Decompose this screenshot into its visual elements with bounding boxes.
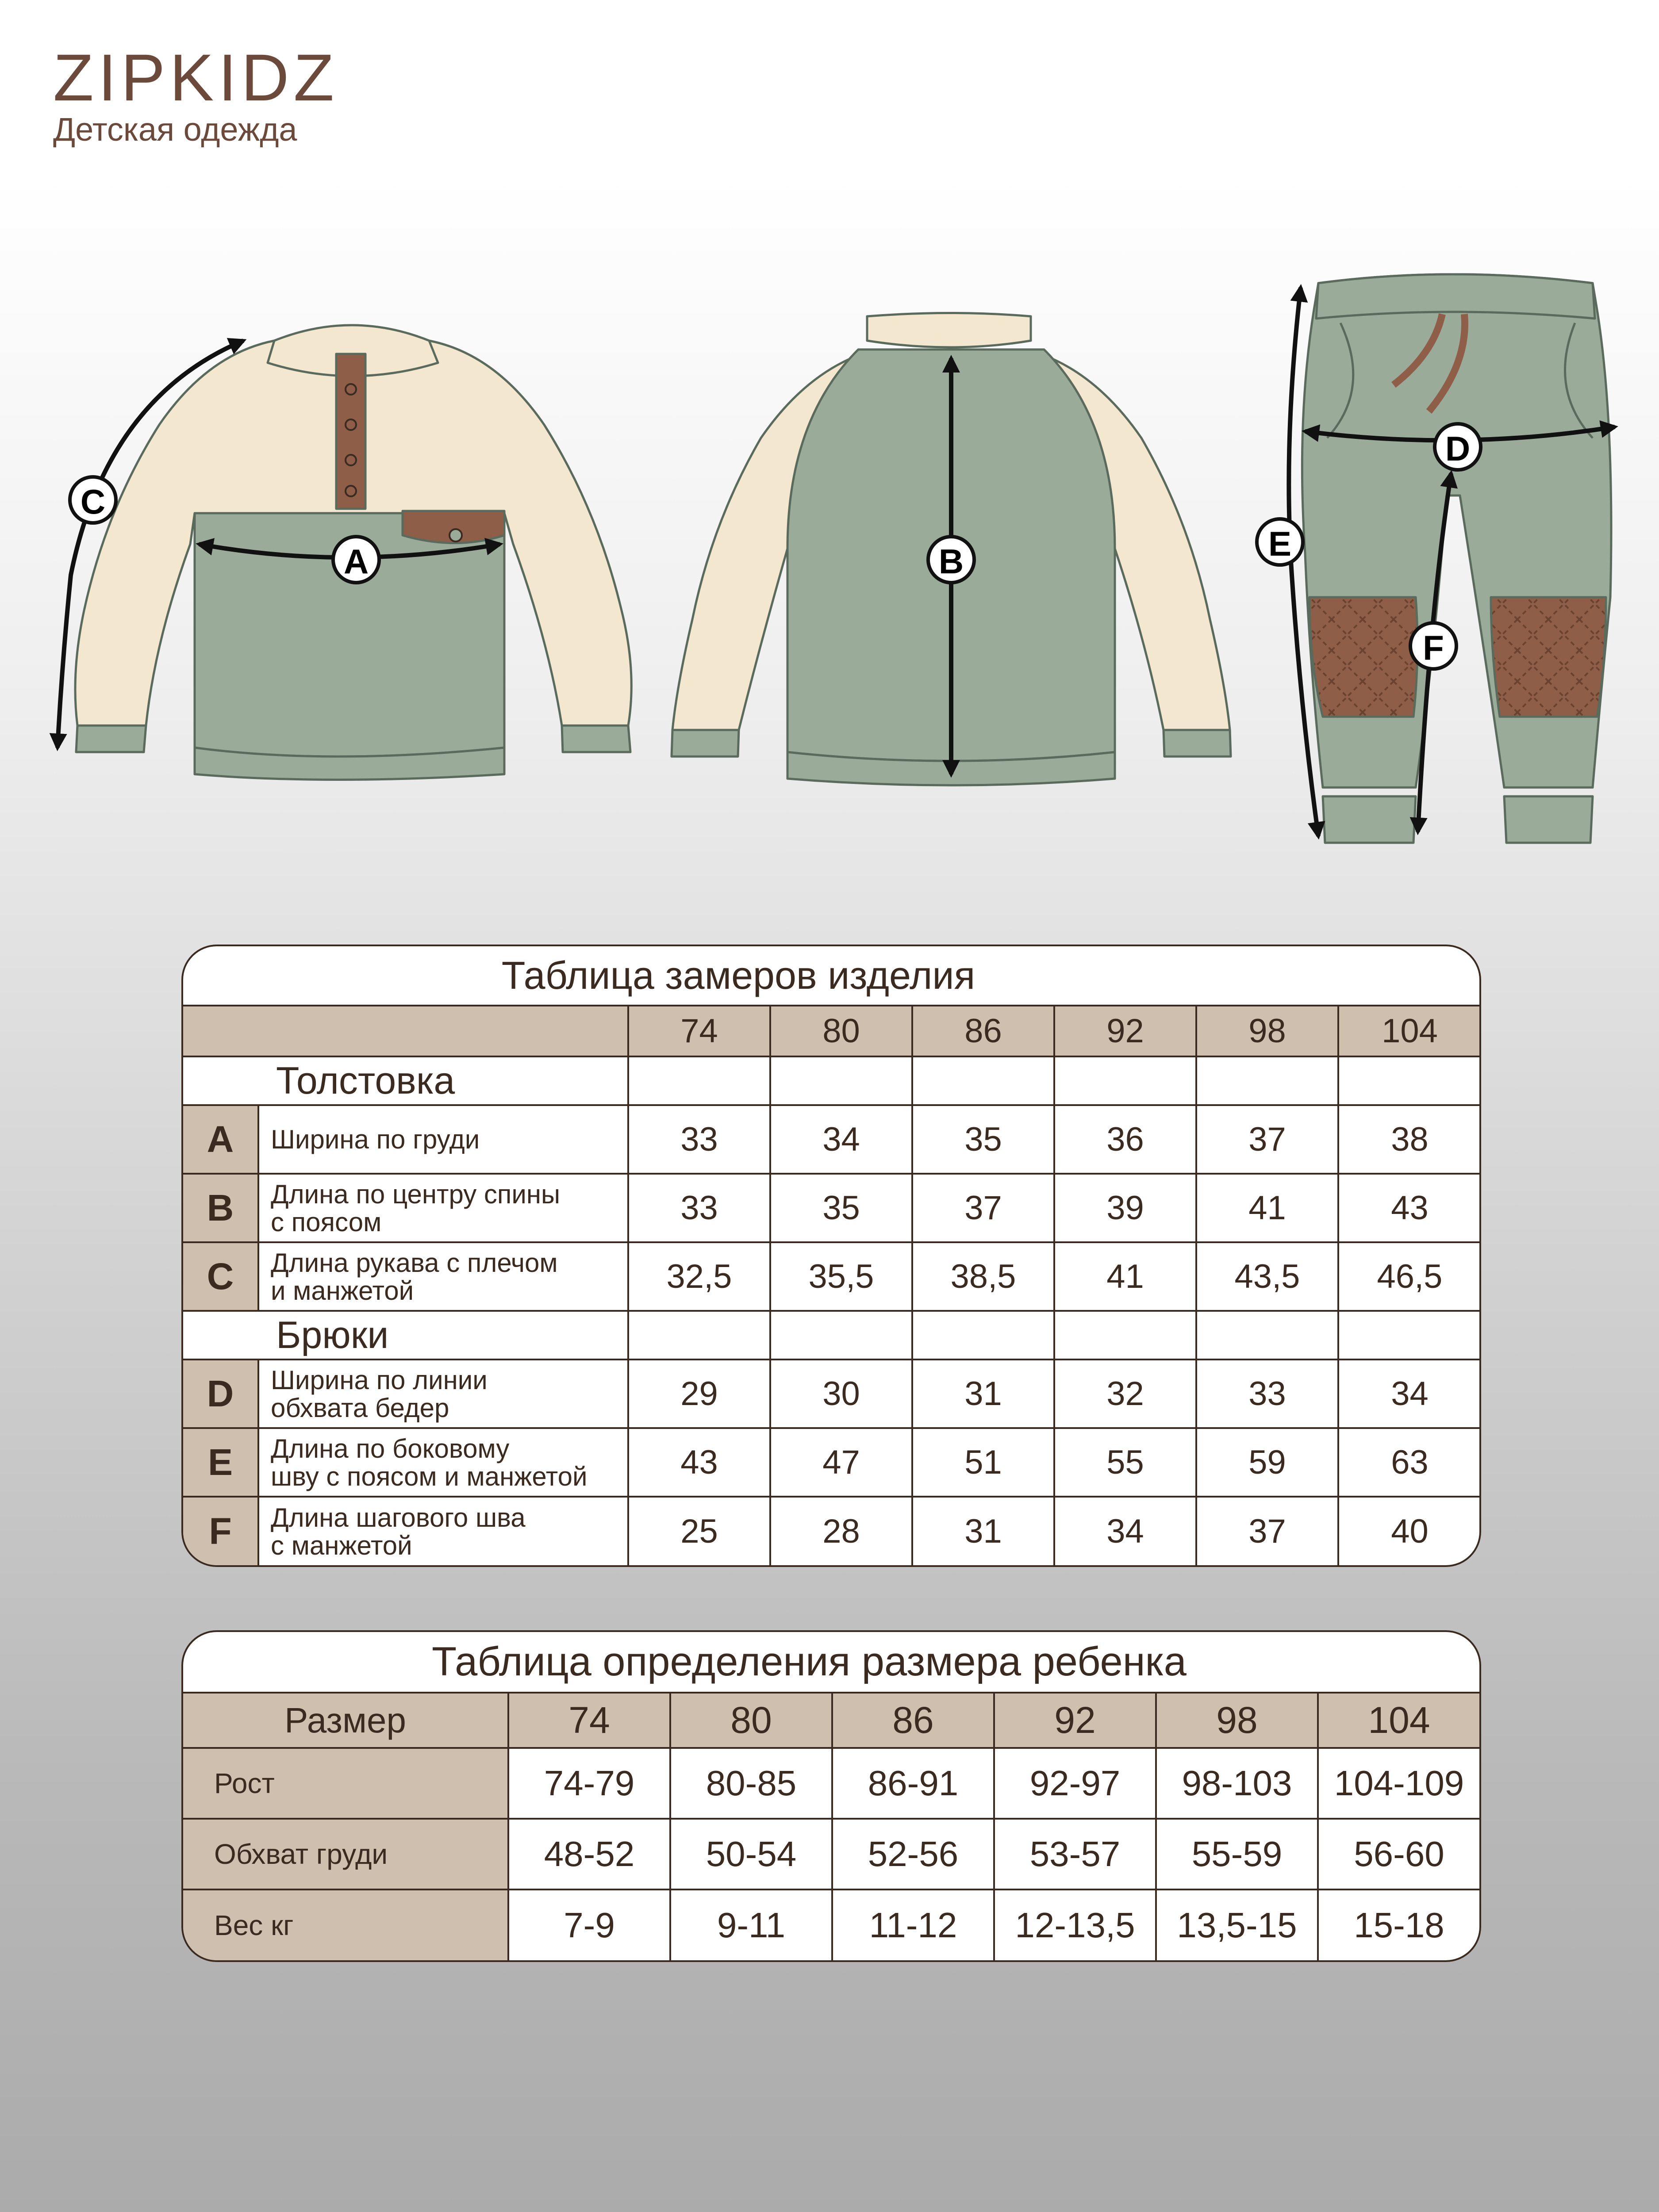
cell-value: 31 bbox=[912, 1497, 1054, 1565]
table-row bbox=[183, 1889, 1479, 1960]
marker-e bbox=[1257, 519, 1303, 565]
measure-header-row bbox=[183, 1006, 1480, 1056]
row-description: Ширина по груди bbox=[258, 1105, 628, 1174]
cell-value: 48-52 bbox=[508, 1819, 670, 1889]
cell-value: 11-12 bbox=[832, 1889, 994, 1960]
size-table-title: Таблица определения размера ребенка bbox=[432, 1639, 1187, 1684]
cell-value: 34 bbox=[1054, 1497, 1196, 1565]
svg-text:F: F bbox=[1423, 628, 1444, 667]
cell-value: 43,5 bbox=[1196, 1242, 1338, 1311]
cell-value: 50-54 bbox=[670, 1819, 832, 1889]
marker-f bbox=[1410, 623, 1456, 669]
cell-value: 86-91 bbox=[832, 1748, 994, 1819]
row-letter: D bbox=[183, 1359, 258, 1428]
cell-value: 33 bbox=[628, 1105, 770, 1174]
svg-text:E: E bbox=[1268, 524, 1292, 563]
cell-value: 43 bbox=[1338, 1174, 1480, 1242]
cell-value: 98-103 bbox=[1156, 1748, 1318, 1819]
svg-text:C: C bbox=[80, 482, 106, 521]
marker-c bbox=[70, 477, 116, 523]
row-label: Обхват груди bbox=[183, 1819, 508, 1889]
cell-value: 43 bbox=[628, 1428, 770, 1497]
cell-value: 32,5 bbox=[628, 1242, 770, 1311]
table-row bbox=[183, 1174, 1480, 1242]
cell-value: 30 bbox=[770, 1359, 912, 1428]
row-letter: E bbox=[183, 1428, 258, 1497]
size-header: 74 bbox=[508, 1693, 670, 1748]
pants bbox=[1302, 274, 1611, 843]
row-letter: C bbox=[183, 1242, 258, 1311]
size-header: 104 bbox=[1338, 1006, 1480, 1056]
size-header: 92 bbox=[994, 1693, 1156, 1748]
brand-name: ZIPKIDZ bbox=[53, 40, 339, 115]
row-description: Длина шагового шва с манжетой bbox=[258, 1497, 628, 1565]
cell-value: 28 bbox=[770, 1497, 912, 1565]
section-title-pants: Брюки bbox=[183, 1311, 628, 1359]
row-letter: B bbox=[183, 1174, 258, 1242]
cell-value: 55-59 bbox=[1156, 1819, 1318, 1889]
cell-value: 29 bbox=[628, 1359, 770, 1428]
cell-value: 35,5 bbox=[770, 1242, 912, 1311]
svg-text:A: A bbox=[343, 542, 369, 581]
cell-value: 34 bbox=[770, 1105, 912, 1174]
table-row bbox=[183, 1359, 1480, 1428]
measure-table-title: Таблица замеров изделия bbox=[501, 953, 975, 997]
cell-value: 53-57 bbox=[994, 1819, 1156, 1889]
cell-value: 33 bbox=[1196, 1359, 1338, 1428]
size-header: 104 bbox=[1318, 1693, 1479, 1748]
size-header: 86 bbox=[832, 1693, 994, 1748]
table-row bbox=[183, 1428, 1480, 1497]
cell-value: 74-79 bbox=[508, 1748, 670, 1819]
svg-text:B: B bbox=[938, 542, 964, 581]
size-header: 92 bbox=[1054, 1006, 1196, 1056]
size-header: 86 bbox=[912, 1006, 1054, 1056]
row-letter: F bbox=[183, 1497, 258, 1565]
size-header-row bbox=[183, 1693, 1479, 1748]
cell-value: 59 bbox=[1196, 1428, 1338, 1497]
cell-value: 104-109 bbox=[1318, 1748, 1479, 1819]
cell-value: 15-18 bbox=[1318, 1889, 1479, 1960]
measure-table bbox=[181, 945, 1481, 1567]
cell-value: 37 bbox=[1196, 1497, 1338, 1565]
row-letter: A bbox=[183, 1105, 258, 1174]
row-description: Длина рукава с плечом и манжетой bbox=[258, 1242, 628, 1311]
marker-d bbox=[1435, 424, 1481, 470]
row-description: Ширина по линии обхвата бедер bbox=[258, 1359, 628, 1428]
svg-text:D: D bbox=[1445, 429, 1471, 468]
cell-value: 37 bbox=[912, 1174, 1054, 1242]
cell-value: 63 bbox=[1338, 1428, 1480, 1497]
size-header-label: Размер bbox=[183, 1693, 508, 1748]
marker-a bbox=[333, 537, 379, 583]
cell-value: 46,5 bbox=[1338, 1242, 1480, 1311]
garment-diagram bbox=[0, 248, 1659, 863]
cell-value: 32 bbox=[1054, 1359, 1196, 1428]
cell-value: 39 bbox=[1054, 1174, 1196, 1242]
row-description: Длина по центру спины с поясом bbox=[258, 1174, 628, 1242]
table-row bbox=[183, 1819, 1479, 1889]
marker-b bbox=[928, 537, 974, 583]
cell-value: 34 bbox=[1338, 1359, 1480, 1428]
row-label: Рост bbox=[183, 1748, 508, 1819]
cell-value: 9-11 bbox=[670, 1889, 832, 1960]
brand-subtitle: Детская одежда bbox=[53, 111, 297, 148]
cell-value: 35 bbox=[770, 1174, 912, 1242]
size-header: 98 bbox=[1196, 1006, 1338, 1056]
cell-value: 35 bbox=[912, 1105, 1054, 1174]
brand-header bbox=[53, 40, 339, 148]
cell-value: 37 bbox=[1196, 1105, 1338, 1174]
section-title-sweatshirt: Толстовка bbox=[183, 1056, 628, 1105]
cell-value: 12-13,5 bbox=[994, 1889, 1156, 1960]
cell-value: 33 bbox=[628, 1174, 770, 1242]
table-row bbox=[183, 1748, 1479, 1819]
cell-value: 40 bbox=[1338, 1497, 1480, 1565]
size-header: 74 bbox=[628, 1006, 770, 1056]
cell-value: 31 bbox=[912, 1359, 1054, 1428]
cell-value: 13,5-15 bbox=[1156, 1889, 1318, 1960]
cell-value: 55 bbox=[1054, 1428, 1196, 1497]
cell-value: 92-97 bbox=[994, 1748, 1156, 1819]
cell-value: 56-60 bbox=[1318, 1819, 1479, 1889]
table-row bbox=[183, 1497, 1480, 1565]
table-row bbox=[183, 1105, 1480, 1174]
cell-value: 47 bbox=[770, 1428, 912, 1497]
cell-value: 7-9 bbox=[508, 1889, 670, 1960]
size-table bbox=[181, 1630, 1481, 1962]
table-row bbox=[183, 1242, 1480, 1311]
cell-value: 36 bbox=[1054, 1105, 1196, 1174]
section-row bbox=[183, 1311, 1480, 1359]
size-header: 80 bbox=[670, 1693, 832, 1748]
size-header: 80 bbox=[770, 1006, 912, 1056]
cell-value: 80-85 bbox=[670, 1748, 832, 1819]
section-row bbox=[183, 1056, 1480, 1105]
cell-value: 38,5 bbox=[912, 1242, 1054, 1311]
cell-value: 51 bbox=[912, 1428, 1054, 1497]
row-description: Длина по боковому шву с поясом и манжетой bbox=[258, 1428, 628, 1497]
cell-value: 41 bbox=[1196, 1174, 1338, 1242]
cell-value: 41 bbox=[1054, 1242, 1196, 1311]
size-header: 98 bbox=[1156, 1693, 1318, 1748]
cell-value: 38 bbox=[1338, 1105, 1480, 1174]
row-label: Вес кг bbox=[183, 1889, 508, 1960]
cell-value: 25 bbox=[628, 1497, 770, 1565]
cell-value: 52-56 bbox=[832, 1819, 994, 1889]
